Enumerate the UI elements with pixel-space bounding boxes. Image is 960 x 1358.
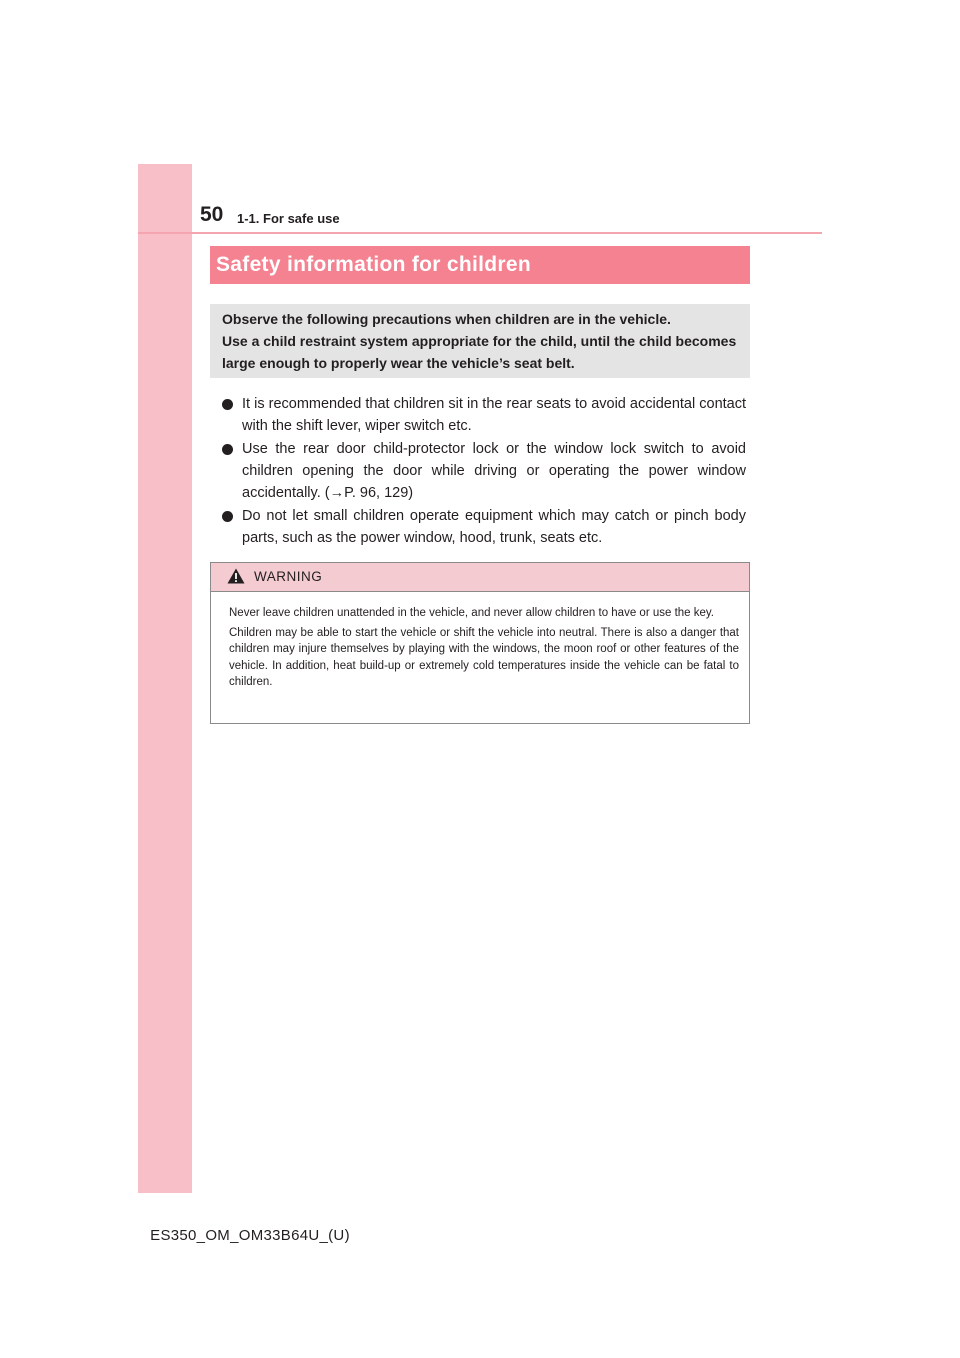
side-band <box>138 164 192 1193</box>
document-code: ES350_OM_OM33B64U_(U) <box>150 1227 350 1244</box>
section-title-bar <box>210 246 750 284</box>
intro-line: Use a child restraint system appropriate for the child, until the child becomes <box>222 333 737 349</box>
bullet-dot-icon <box>222 444 233 455</box>
warning-triangle-icon <box>227 568 245 584</box>
list-item-text: It is recommended that children sit in the rear seats to avoid accidental contact with the shift lever, wiper switch etc. <box>242 396 746 434</box>
intro-line: large enough to properly wear the vehicle’s seat belt. <box>222 355 575 371</box>
list-item <box>222 438 746 504</box>
list-item <box>222 393 746 437</box>
list-item <box>222 505 746 549</box>
list-item-text: Use the rear door child-protector lock or the window lock switch to avoid children opening the door while driving or operating the power window accidentally. (→P. 96, 129) <box>242 441 746 501</box>
intro-line: Observe the following precautions when children are in the vehicle. <box>222 311 671 327</box>
warning-box <box>210 562 750 724</box>
warning-title: WARNING <box>254 569 323 584</box>
header-rule <box>138 232 822 234</box>
warning-paragraph: Never leave children unattended in the vehicle, and never allow children to have or use the key. <box>229 607 714 619</box>
warning-paragraph: Children may be able to start the vehicle or shift the vehicle into neutral. There is also a danger that children may injure themselves by playing with the windows, the moon roof or other features of the vehicle. In addition, heat build-up or extremely cold temperatures inside the vehicle can be fatal to children. <box>229 626 739 688</box>
warning-body <box>229 605 739 694</box>
bullet-dot-icon <box>222 399 233 410</box>
precaution-list <box>222 393 746 550</box>
list-item-text: Do not let small children operate equipment which may catch or pinch body parts, such as the power window, hood, trunk, seats etc. <box>242 508 746 546</box>
bullet-dot-icon <box>222 511 233 522</box>
page-number: 50 <box>200 203 224 226</box>
section-label: 1-1. For safe use <box>237 211 340 226</box>
intro-box <box>210 304 750 378</box>
section-title: Safety information for children <box>216 253 531 276</box>
warning-header <box>211 563 749 592</box>
